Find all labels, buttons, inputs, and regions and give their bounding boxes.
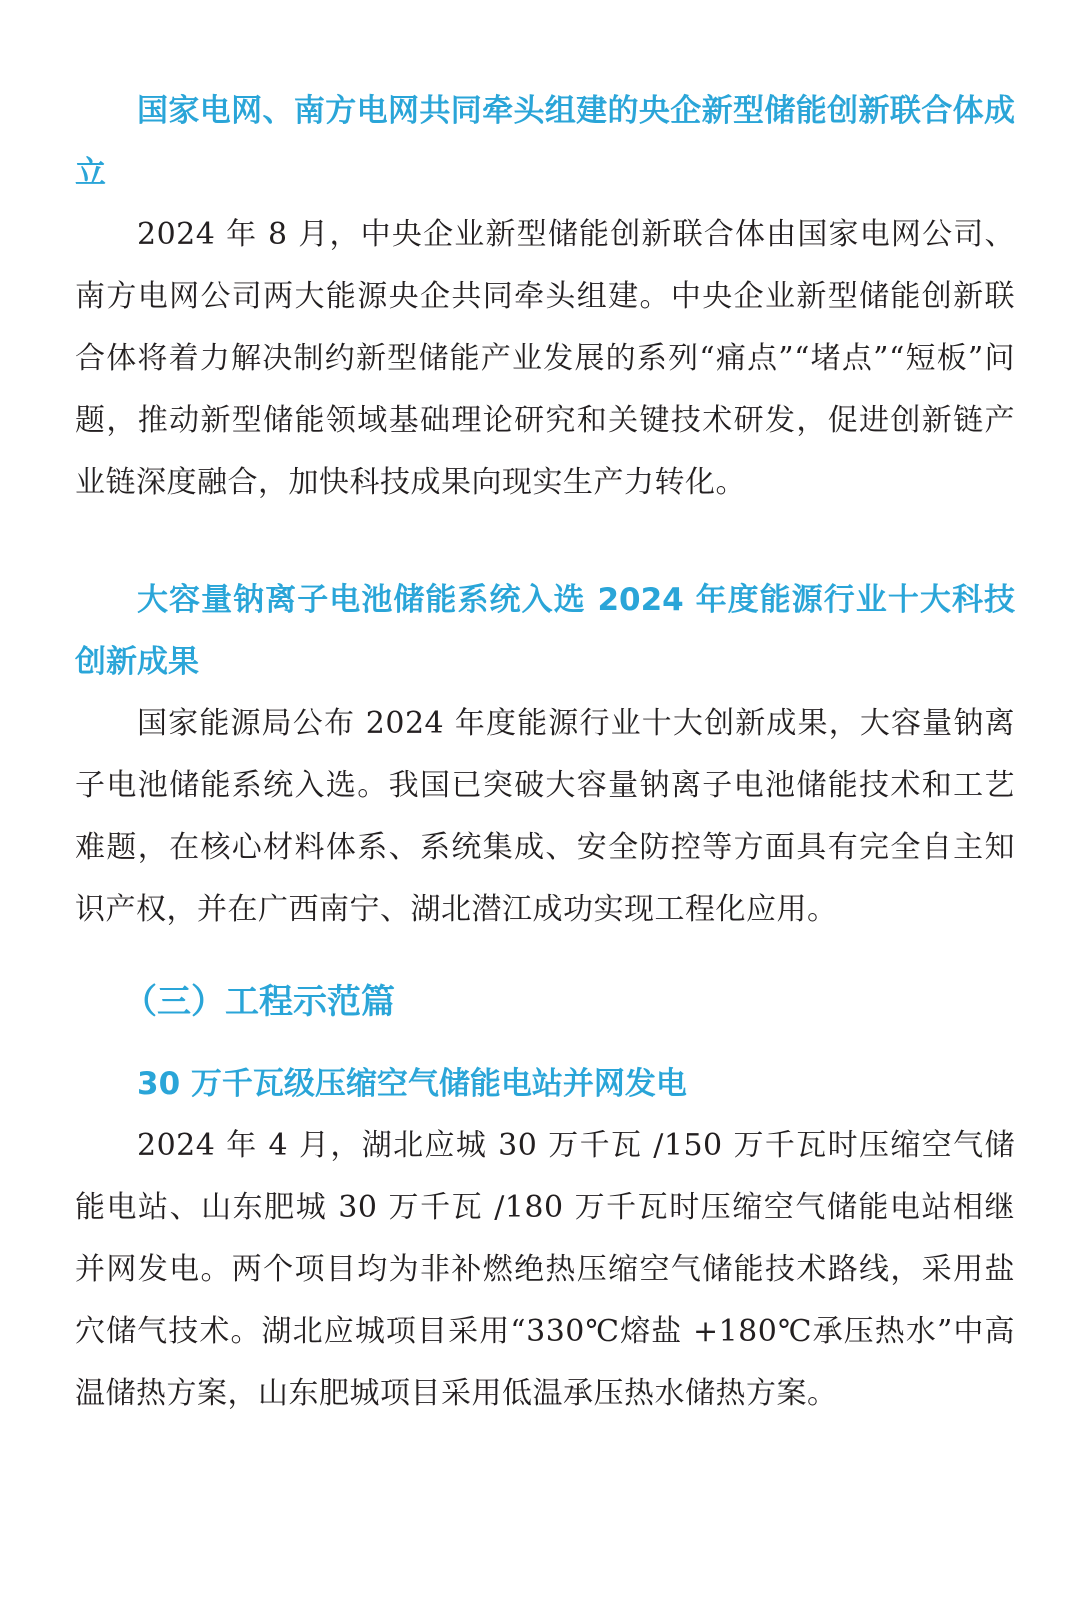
article-body: 2024 年 8 月，中央企业新型储能创新联合体由国家电网公司、南方电网公司两大能源央企共同牵头组建。中央企业新型储能创新联合体将着力解决制约新型储能产业发展的系列“痛点”“堵点”“短板”问题，推动新型储能领域基础理论研究和关键技术研发，促进创新链产业链深度融合，加快科技成果向现实生产力转化。	[75, 217, 1015, 500]
article-compressed-air-storage	[75, 1053, 1015, 1425]
article-body: 2024 年 4 月，湖北应城 30 万千瓦 /150 万千瓦时压缩空气储能电站、山东肥城 30 万千瓦 /180 万千瓦时压缩空气储能电站相继并网发电。两个项目均为非补燃绝热压缩空气储能技术路线，采用盐穴储气技术。湖北应城项目采用“330℃熔盐 +180℃承压热水”中高温储热方案，山东肥城项目采用低温承压热水储热方案。	[75, 1128, 1015, 1411]
article-sodium-ion-battery	[75, 569, 1015, 941]
document-page	[75, 80, 1015, 1425]
article-body: 国家能源局公布 2024 年度能源行业十大创新成果，大容量钠离子电池储能系统入选。我国已突破大容量钠离子电池储能技术和工艺难题，在核心材料体系、系统集成、安全防控等方面具有完全自主知识产权，并在广西南宁、湖北潜江成功实现工程化应用。	[75, 706, 1015, 927]
spacer	[75, 941, 1015, 971]
spacer	[75, 1033, 1015, 1053]
article-heading: 大容量钠离子电池储能系统入选 2024 年度能源行业十大科技创新成果	[75, 582, 1015, 680]
article-heading: 国家电网、南方电网共同牵头组建的央企新型储能创新联合体成立	[75, 93, 1015, 191]
article-heading: 30 万千瓦级压缩空气储能电站并网发电	[137, 1066, 687, 1102]
spacer	[75, 514, 1015, 569]
section-title: （三）工程示范篇	[123, 982, 395, 1022]
article-innovation-consortium	[75, 80, 1015, 514]
